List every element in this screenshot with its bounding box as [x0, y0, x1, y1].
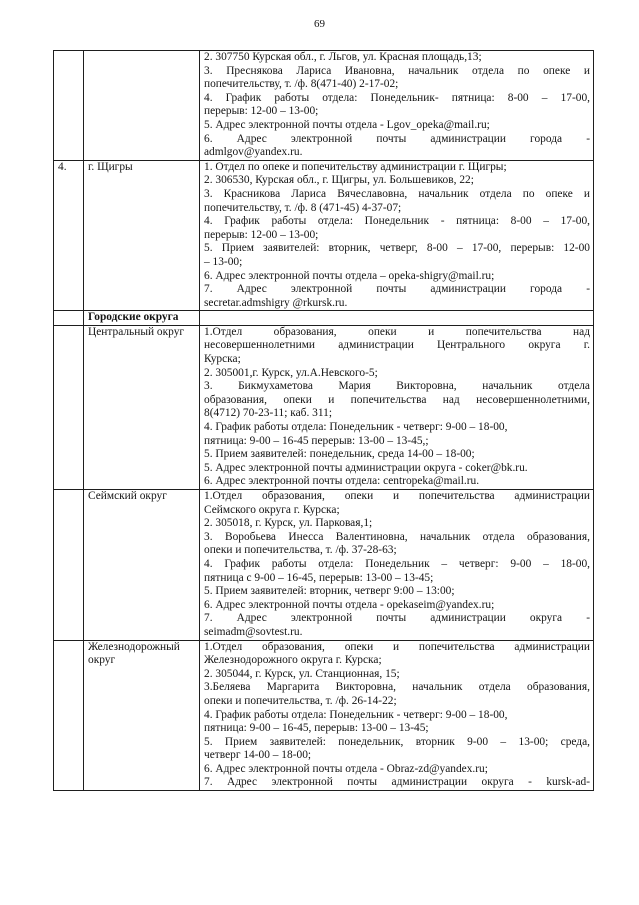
- cell-details: [200, 160, 594, 311]
- detail-line: образования, опеки и попечительства над несовершеннолетними,: [204, 393, 590, 406]
- detail-line: secretar.admshigry @rkursk.ru.: [204, 296, 348, 309]
- detail-line: 4. График работы отдела: Понедельник- пятница: 8-00 – 17-00,: [204, 91, 590, 104]
- table-row-shchigry: [54, 160, 594, 311]
- cell-number: [54, 490, 84, 641]
- detail-line: несовершеннолетними администрации Центрального округа г.: [204, 339, 590, 352]
- detail-line: пятница: 9-00 – 16-45 перерыв: 13-00 – 13-45,;: [204, 434, 429, 447]
- detail-line: перерыв: 12-00 – 13-00;: [204, 105, 319, 118]
- table-row-zhd: [54, 640, 594, 791]
- detail-line: 5. Прием заявителей: вторник, четверг 9:00 – 13:00;: [204, 585, 455, 598]
- detail-line: попечительству, т. /ф. 8 (471-45) 4-37-07;: [204, 201, 402, 214]
- section-heading: Городские округа: [84, 311, 200, 326]
- detail-line: 2. 305018, г. Курск, ул. Парковая,1;: [204, 517, 373, 530]
- detail-line: 3.Беляева Маргарита Викторовна, начальник отдела образования,: [204, 681, 590, 694]
- district-name-line: Железнодорожный: [88, 640, 180, 653]
- cell-district: Сеймский округ: [84, 490, 200, 641]
- detail-line: Курска;: [204, 353, 241, 366]
- detail-line: 5. Прием заявителей: вторник, четверг, 8-00 – 17-00, перерыв: 12-00: [204, 242, 590, 255]
- detail-line: Железнодорожного округа г. Курска;: [204, 654, 382, 667]
- detail-line: 2. 306530, Курская обл., г. Щигры, ул. Большевиков, 22;: [204, 174, 474, 187]
- detail-line: 4. График работы отдела: Понедельник - четверг: 9-00 – 18-00,: [204, 421, 508, 434]
- detail-line: 4. График работы отдела: Понедельник – четверг: 9-00 – 18-00,: [204, 557, 590, 570]
- detail-line: 7. Адрес электронной почты администрации округа - kursk-ad-: [204, 776, 590, 789]
- detail-line: попечительству, т. /ф. 8(471-40) 2-17-02;: [204, 78, 399, 91]
- table-row-central: [54, 325, 594, 489]
- cell-details: [200, 490, 594, 641]
- detail-line: пятница: 9-00 – 16-45, перерыв: 13-00 – 13-45;: [204, 722, 429, 735]
- cell-number: [54, 51, 84, 161]
- detail-line: 5. Прием заявителей: понедельник, вторник 9-00 – 13-00; среда,: [204, 735, 590, 748]
- table-row-section: [54, 311, 594, 326]
- detail-line: опеки и попечительства, т. /ф. 37-28-63;: [204, 544, 397, 557]
- detail-line: 3. Преснякова Лариса Ивановна, начальник отдела по опеке и: [204, 64, 590, 77]
- table-row-lgov: [54, 51, 594, 161]
- detail-line: 8(4712) 70-23-11; каб. 311;: [204, 407, 332, 420]
- table-row-seim: [54, 490, 594, 641]
- detail-line: 1.Отдел образования, опеки и попечительства администрации: [204, 490, 590, 502]
- detail-line: 4. График работы отдела: Понедельник - четверг: 9-00 – 18-00,: [204, 708, 508, 721]
- detail-line: 6. Адрес электронной почты отдела - opekaseim@yandex.ru;: [204, 598, 495, 611]
- cell-district: [84, 51, 200, 161]
- detail-line: 6. Адрес электронной почты отдела – opeka-shigry@mail.ru;: [204, 269, 495, 282]
- detail-line: 2. 307750 Курская обл., г. Льгов, ул. Красная площадь,13;: [204, 51, 482, 63]
- cell-district: [84, 640, 200, 791]
- cell-number: [54, 311, 84, 326]
- page-number: 69: [314, 18, 325, 30]
- detail-line: 3. Бикмухаметова Мария Викторовна, начальник отдела: [204, 380, 590, 393]
- detail-line: seimadm@sovtest.ru.: [204, 625, 303, 638]
- detail-line: 1. Отдел по опеке и попечительству администрации г. Щигры;: [204, 160, 507, 173]
- cell-district: Центральный округ: [84, 325, 200, 489]
- cell-district: г. Щигры: [84, 160, 200, 311]
- cell-number: [54, 325, 84, 489]
- detail-line: admlgov@yandex.ru.: [204, 146, 303, 159]
- cell-number: [54, 640, 84, 791]
- detail-line: 5. Адрес электронной почты администрации округа - coker@bk.ru.: [204, 461, 528, 474]
- detail-line: четверг 14-00 – 18-00;: [204, 749, 312, 762]
- detail-line: 5. Адрес электронной почты отдела - Lgov_opeka@mail.ru;: [204, 118, 490, 131]
- detail-line: пятница с 9-00 – 16-45, перерыв: 13-00 – 13-45;: [204, 571, 434, 584]
- detail-line: 1.Отдел образования, опеки и попечительства администрации: [204, 640, 590, 653]
- detail-line: 7. Адрес электронной почты администрации города -: [204, 283, 590, 296]
- detail-line: 6. Адрес электронной почты администрации города -: [204, 132, 590, 145]
- detail-line: 6. Адрес электронной почты отдела: centropeka@mail.ru.: [204, 475, 480, 488]
- detail-line: 6. Адрес электронной почты отдела - Obraz-zd@yandex.ru;: [204, 762, 488, 775]
- detail-line: опеки и попечительства, т. /ф. 26-14-22;: [204, 694, 397, 707]
- detail-line: Сеймского округа г. Курска;: [204, 503, 340, 516]
- contacts-table: [53, 50, 594, 791]
- cell-details: [200, 311, 594, 326]
- detail-line: 3. Красникова Лариса Вячеславовна, начальник отдела по опеке и: [204, 187, 590, 200]
- detail-line: – 13-00;: [204, 255, 243, 268]
- detail-line: 5. Прием заявителей: понедельник, среда 14-00 – 18-00;: [204, 448, 475, 461]
- cell-number: 4.: [54, 160, 84, 311]
- district-name-line: округ: [88, 654, 116, 667]
- detail-line: 2. 305001,г. Курск, ул.А.Невского-5;: [204, 366, 378, 379]
- cell-details: [200, 51, 594, 161]
- detail-line: 2. 305044, г. Курск, ул. Станционная, 15;: [204, 667, 400, 680]
- detail-line: 3. Воробьева Инесса Валентиновна, начальник отдела образования,: [204, 530, 590, 543]
- detail-line: 1.Отдел образования, опеки и попечительства над: [204, 325, 590, 338]
- detail-line: перерыв: 12-00 – 13-00;: [204, 228, 319, 241]
- cell-details: [200, 640, 594, 791]
- detail-line: 7. Адрес электронной почты администрации округа -: [204, 612, 590, 625]
- cell-details: [200, 325, 594, 489]
- detail-line: 4. График работы отдела: Понедельник - пятница: 8-00 – 17-00,: [204, 215, 590, 228]
